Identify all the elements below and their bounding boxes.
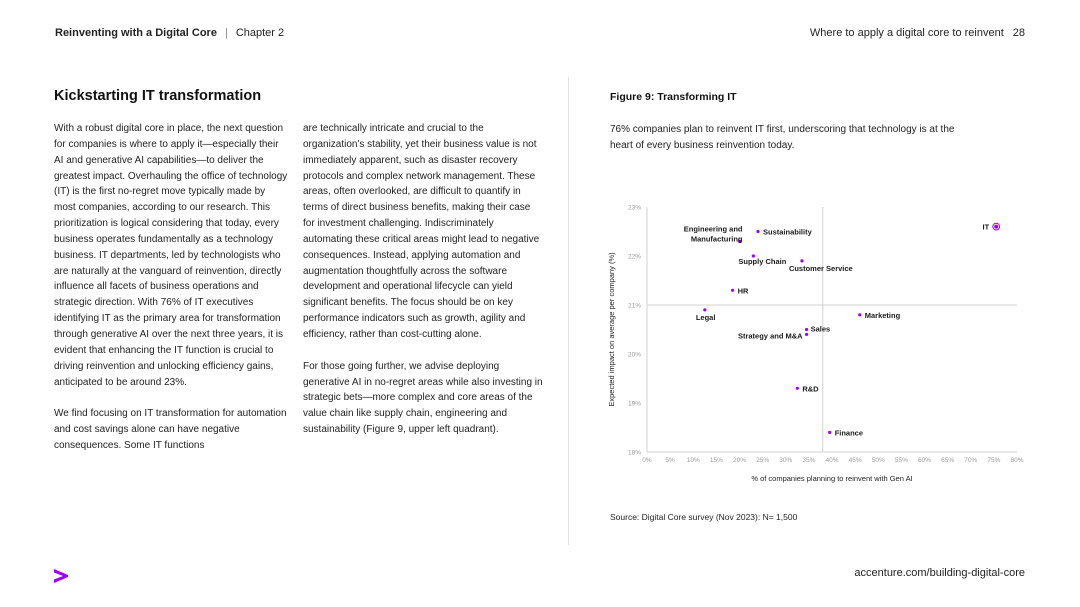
scatter-point (703, 308, 706, 311)
scatter-point (800, 259, 803, 262)
point-label: R&D (802, 384, 819, 394)
section-label: Where to apply a digital core to reinvent (809, 27, 1004, 39)
scatter-point (731, 289, 734, 292)
paragraph: We find focusing on IT transformation for automation and cost savings alone can have negative consequences. Some IT functions (54, 408, 287, 451)
y-axis-label: Expected impact on average per company (%) (607, 252, 616, 407)
chapter-label: Chapter 2 (235, 27, 285, 39)
x-tick-label: 15% (709, 457, 723, 464)
scatter-point (796, 387, 799, 390)
x-tick-label: 75% (987, 457, 1001, 464)
document-title: Reinventing with a Digital Core (55, 27, 217, 39)
y-tick-label: 23% (627, 204, 641, 212)
section-title: Kickstarting IT transformation (54, 88, 262, 104)
point-label: Strategy and M&A (737, 331, 803, 341)
x-tick-label: 20% (732, 457, 747, 464)
point-label: Engineering and (683, 224, 743, 234)
x-tick-label: 35% (802, 457, 816, 464)
x-tick-label: 5% (665, 457, 675, 464)
x-tick-label: 60% (917, 457, 932, 464)
header-separator: | (224, 27, 228, 39)
x-tick-label: 45% (848, 457, 862, 464)
accenture-logo-icon (53, 568, 71, 584)
x-tick-label: 65% (941, 457, 955, 464)
point-label: Marketing (864, 310, 901, 320)
x-tick-label: 50% (871, 457, 885, 464)
text-column-2 (303, 121, 543, 438)
x-tick-label: 0% (642, 457, 652, 464)
running-header-left (55, 27, 284, 39)
x-tick-label: 30% (779, 457, 793, 464)
y-tick-label: 22% (627, 253, 641, 261)
scatter-point (858, 313, 861, 316)
point-label: Sales (810, 324, 831, 334)
scatter-point (805, 333, 808, 336)
point-label: Legal (695, 312, 716, 322)
x-tick-label: 25% (756, 457, 770, 464)
page-number: 28 (1012, 27, 1025, 39)
x-tick-label: 80% (1010, 457, 1024, 464)
column-divider (568, 77, 569, 545)
point-label: Supply Chain (738, 257, 787, 266)
scatter-point (828, 431, 831, 434)
y-tick-label: 18% (627, 449, 641, 457)
x-tick-label: 40% (825, 457, 839, 464)
scatter-point (805, 328, 808, 331)
point-label: Sustainability (763, 227, 812, 237)
paragraph: With a robust digital core in place, the next question for companies is where to apply it—especially their AI and generative AI capabilities—to deliver the greatest impact. Overhauling the office of technology (IT) is the first no-regret move typically made by most companies, according to our research. This prioritization is logical considering that today, every business operates fundamentally as a technology business. IT departments, led by technologists who are naturally at the vanguard of reinvention, directly influence all facets of business operations and strategic direction. With 76% of IT executives identifying IT as the primary area for transformation through generative AI over the next three years, it is evident that enhancing the IT function is crucial to driving reinvention and unlocking efficiency gains, anticipated to be around 23%. (54, 123, 288, 388)
paragraph: For those going further, we advise deploying generative AI in no-regret areas while also investing in strategic bets—more complex and core areas of the value chain like supply chain, engineering and sustainability (Figure 9, upper left quadrant). (303, 360, 543, 436)
y-tick-label: 19% (627, 400, 641, 408)
point-label: Manufacturing (690, 234, 743, 244)
point-label: HR (737, 286, 749, 296)
figure-subtitle: 76% companies plan to reinvent IT first, underscoring that technology is at the heart of every business reinvention today. (610, 124, 955, 151)
point-label: Finance (834, 428, 864, 438)
x-tick-label: 55% (894, 457, 908, 464)
y-tick-label: 21% (627, 302, 641, 310)
text-column-1 (54, 121, 289, 454)
x-axis-label: % of companies planning to reinvent with Gen AI (751, 474, 913, 483)
point-label: IT (982, 222, 990, 232)
y-tick-label: 20% (627, 351, 641, 359)
running-header-right (810, 27, 1025, 39)
figure-source: Source: Digital Core survey (Nov 2023): N= 1,500 (610, 512, 798, 522)
scatter-point (994, 225, 998, 229)
scatter-chart (600, 195, 1030, 490)
x-tick-label: 70% (964, 457, 978, 464)
figure-title: Figure 9: Transforming IT (610, 91, 737, 103)
paragraph: are technically intricate and crucial to the organization's stability, yet their business value is not immediately apparent, such as disaster recovery protocols and complex network management. These areas, often overlooked, are difficult to quantify in terms of direct business benefits, making their case for investment challenging. Indiscriminately automating these critical areas might lead to negative consequences. Instead, applying automation and augmentation thoughtfully across the software development and operational lifecycle can yield significant benefits. The focus should be on key performance indicators such as growth, agility and efficiency, rather than cost-cutting alone. (303, 123, 540, 340)
point-label: Customer Service (788, 263, 853, 273)
scatter-point (756, 230, 759, 233)
x-tick-label: 10% (686, 457, 700, 464)
footer-url: accenture.com/building-digital-core (854, 567, 1025, 579)
